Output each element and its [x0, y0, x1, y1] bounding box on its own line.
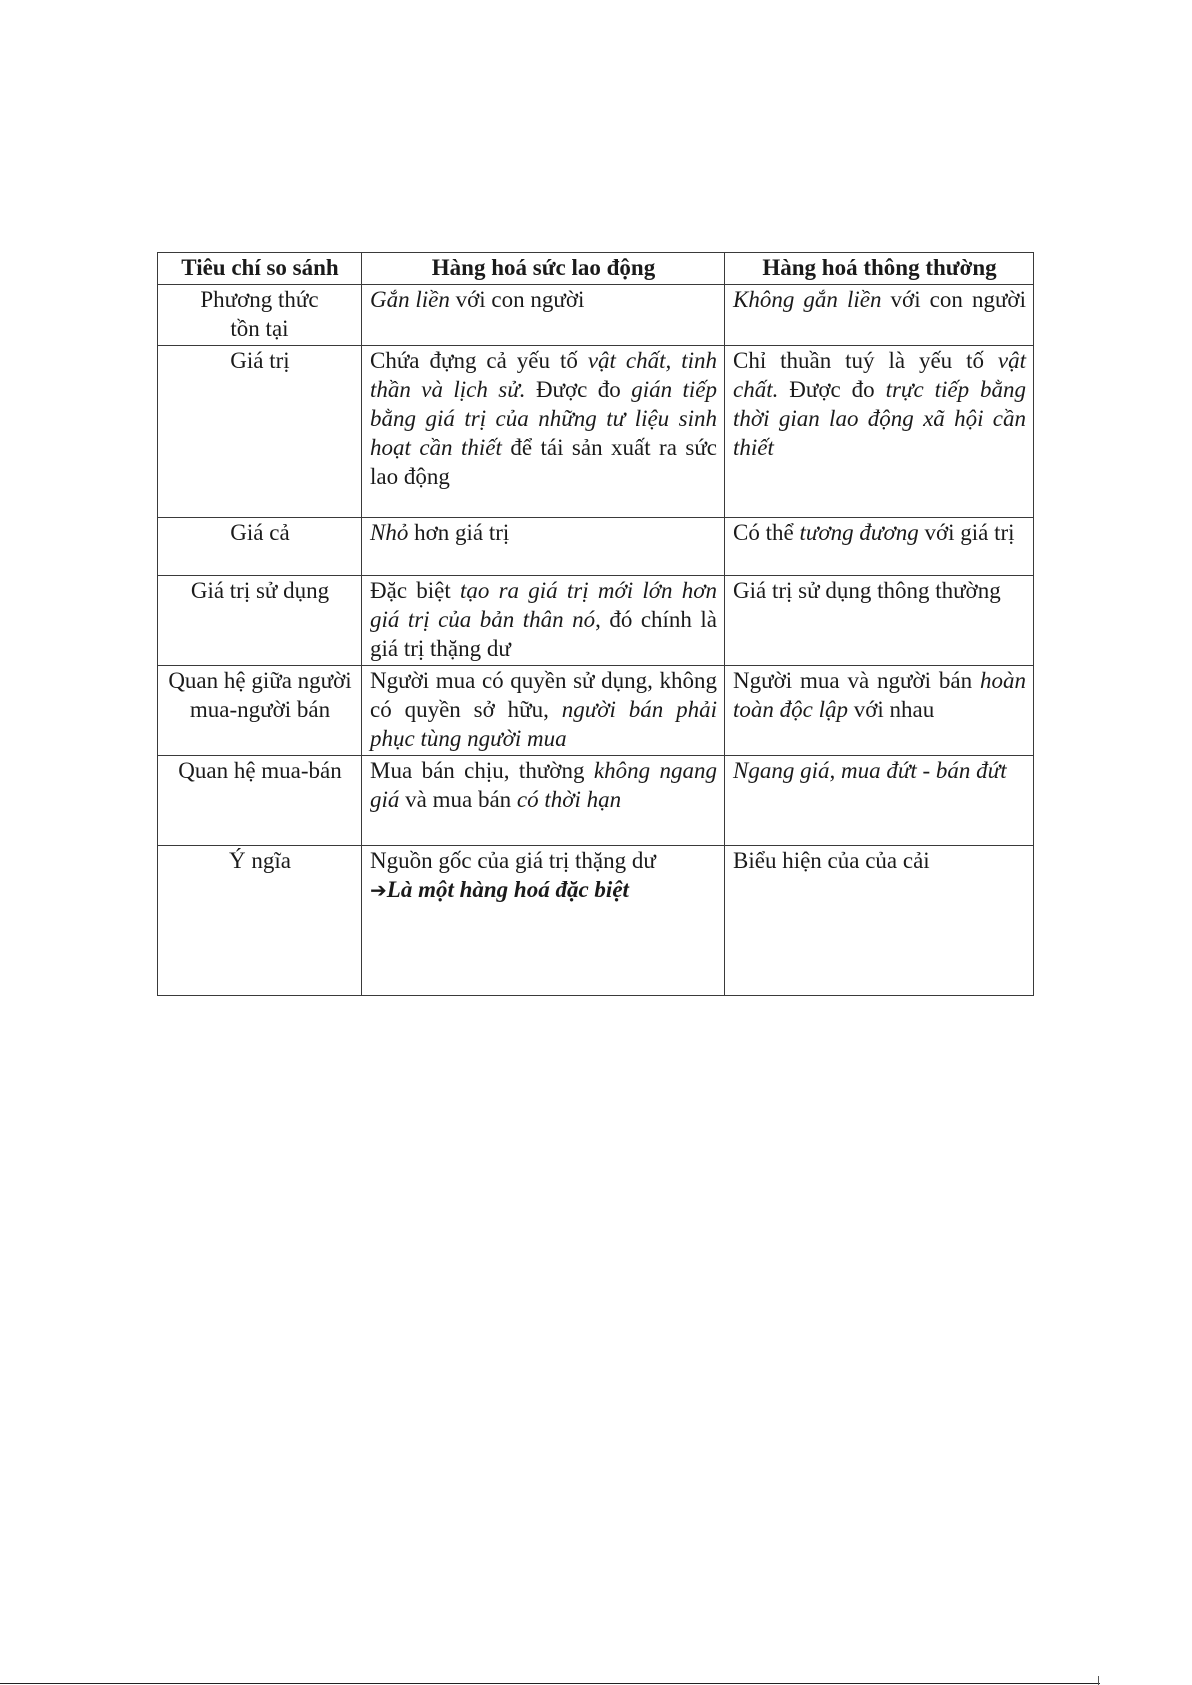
- text-run: Có thể: [733, 520, 800, 545]
- text-run: Biểu hiện của của cải: [733, 848, 930, 873]
- italic-run: Không gắn liền: [733, 287, 882, 312]
- ordinary-cell: [725, 666, 1034, 756]
- conclusion-line: [370, 875, 717, 905]
- italic-run: tạo ra giá trị mới lớn hơn giá trị của bản thân nó: [370, 578, 717, 632]
- text-run: để tái sản xuất ra sức lao động: [370, 435, 717, 489]
- text-run: Được đo: [525, 377, 632, 402]
- italic-run: người bán phải phục tùng người mua: [370, 697, 718, 751]
- header-criterion: Tiêu chí so sánh: [158, 253, 362, 285]
- labor-cell: [362, 285, 725, 346]
- text-run: Được đo: [778, 377, 886, 402]
- ordinary-cell: [725, 576, 1034, 666]
- comparison-table: [157, 252, 1034, 996]
- italic-run: Ngang giá, mua đứt - bán đứt: [733, 758, 1007, 783]
- text-run: với con người: [881, 287, 1026, 312]
- table-row: [158, 285, 1034, 346]
- italic-run: trực tiếp bằng thời gian lao động xã hội cần thiết: [733, 377, 1026, 460]
- header-ordinary-commodity: Hàng hoá thông thường: [725, 253, 1034, 285]
- page-bottom-rule: [0, 1683, 1100, 1684]
- row-criterion: Quan hệ mua-bán: [158, 756, 362, 846]
- row-criterion: Ý ngĩa: [158, 846, 362, 996]
- labor-cell: [362, 518, 725, 576]
- table-header-row: [158, 253, 1034, 285]
- table-row: [158, 756, 1034, 846]
- text-run: với giá trị: [918, 520, 1015, 545]
- italic-run: tương đương: [799, 520, 919, 545]
- italic-run: không ngang giá: [370, 758, 717, 812]
- text-run: Nguồn gốc của giá trị thặng dư: [370, 848, 656, 873]
- italic-run: gián tiếp bằng giá trị của những tư liệu sinh hoạt cần thiết: [370, 377, 717, 460]
- header-labor-commodity: Hàng hoá sức lao động: [362, 253, 725, 285]
- table-row: [158, 846, 1034, 996]
- text-run: với con người: [449, 287, 585, 312]
- ordinary-cell: [725, 285, 1034, 346]
- italic-run: vật chất, tinh thần và lịch sử.: [370, 348, 718, 402]
- text-run: Mua bán chịu, thường: [370, 758, 594, 783]
- labor-cell: [362, 576, 725, 666]
- table-row: [158, 576, 1034, 666]
- ordinary-cell: [725, 846, 1034, 996]
- table-row: [158, 346, 1034, 518]
- italic-run: hoàn toàn độc lập: [733, 668, 1026, 722]
- text-run: và mua bán: [399, 787, 517, 812]
- italic-run: Nhỏ: [370, 520, 409, 545]
- text-run: Chứa đựng cả yếu tố: [370, 348, 588, 373]
- text-run: Giá trị sử dụng thông thường: [733, 578, 1001, 603]
- row-criterion: Phương thức tồn tại: [158, 285, 362, 346]
- labor-cell: [362, 756, 725, 846]
- table-row: [158, 518, 1034, 576]
- text-run: Người mua và người bán: [733, 668, 980, 693]
- ordinary-cell: [725, 346, 1034, 518]
- ordinary-cell: [725, 518, 1034, 576]
- italic-run: có thời hạn: [516, 787, 622, 812]
- row-criterion: Giá cả: [158, 518, 362, 576]
- right-arrow-icon: ➔: [370, 878, 387, 902]
- row-criterion: Quan hệ giữa người mua-người bán: [158, 666, 362, 756]
- text-run: với nhau: [848, 697, 935, 722]
- italic-run: vật chất.: [733, 348, 1026, 402]
- conclusion-text: Là một hàng hoá đặc biệt: [386, 877, 629, 902]
- text-run: Người mua có quyền sử dụng, không có quyền sở hữu,: [370, 668, 717, 722]
- text-run: Đặc biệt: [370, 578, 460, 603]
- italic-run: Gắn liền: [370, 287, 450, 312]
- labor-cell: [362, 846, 725, 996]
- row-criterion: Giá trị sử dụng: [158, 576, 362, 666]
- labor-cell-text: [370, 848, 656, 873]
- text-run: , đó chính là giá trị thặng dư: [370, 607, 717, 661]
- row-criterion: Giá trị: [158, 346, 362, 518]
- labor-cell: [362, 346, 725, 518]
- table-row: [158, 666, 1034, 756]
- labor-cell: [362, 666, 725, 756]
- text-run: Chỉ thuần tuý là yếu tố: [733, 348, 998, 373]
- ordinary-cell: [725, 756, 1034, 846]
- page-corner-mark: [1098, 1676, 1099, 1685]
- text-run: hơn giá trị: [408, 520, 510, 545]
